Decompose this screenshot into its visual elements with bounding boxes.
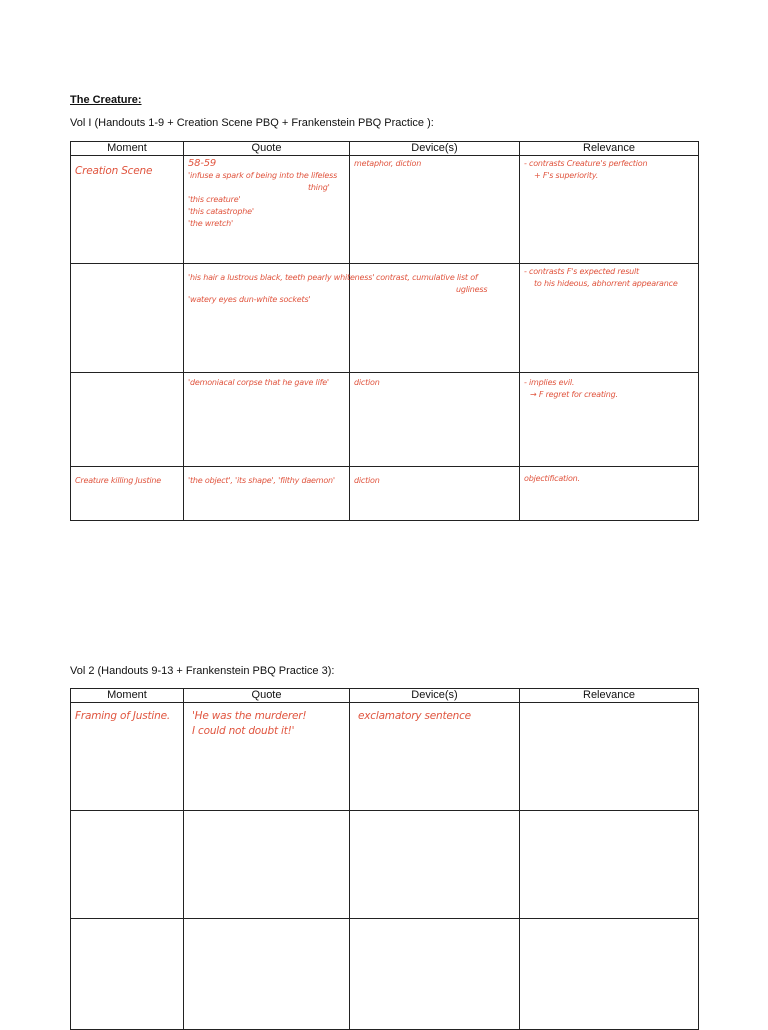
quote-text [184, 703, 349, 739]
device-line: contrast, cumulative list of [376, 273, 478, 282]
header-devices: Device(s) [350, 689, 520, 703]
moment-text [71, 264, 183, 266]
device-cell [350, 703, 520, 811]
device-cell [350, 156, 520, 264]
quote-line: 'demoniacal corpse that he gave life' [188, 378, 329, 387]
quote-cell [184, 156, 350, 264]
quote-line: 'the object', 'its shape', 'filthy daemon' [188, 476, 335, 485]
moment-cell [71, 373, 184, 467]
relevance-line: objectification. [524, 474, 580, 483]
device-text: diction [354, 378, 380, 387]
table-row [71, 467, 699, 521]
device-text: diction [354, 476, 380, 485]
device-text [350, 264, 519, 296]
quote-gap [188, 284, 345, 294]
moment-text: Creature killing Justine [75, 476, 162, 485]
device-cell [350, 373, 520, 467]
page-title: The Creature: [70, 94, 142, 106]
moment-text [71, 373, 183, 375]
quote-line: thing' [308, 183, 330, 192]
table-row [71, 373, 699, 467]
vol2-heading: Vol 2 (Handouts 9-13 + Frankenstein PBQ Practice 3): [70, 665, 335, 677]
quote-cell [184, 264, 375, 373]
table-row [71, 156, 699, 264]
header-relevance: Relevance [520, 142, 699, 156]
header-quote: Quote [184, 142, 350, 156]
quote-cell [184, 919, 350, 1030]
quote-line: 'this creature' [188, 195, 241, 204]
header-devices: Device(s) [350, 142, 520, 156]
device-cell [350, 467, 520, 521]
header-moment: Moment [71, 142, 184, 156]
relevance-line: to his hideous, abhorrent appearance [534, 279, 678, 288]
moment-cell [71, 703, 184, 811]
quote-line: I could not doubt it!' [192, 725, 295, 737]
moment-cell [71, 811, 184, 919]
moment-text: Framing of Justine. [75, 710, 170, 722]
relevance-text [520, 703, 698, 705]
quote-line: 'the wretch' [188, 219, 234, 228]
relevance-cell [520, 264, 699, 373]
device-text: metaphor, diction [354, 159, 422, 168]
table-row [71, 703, 699, 811]
header-quote: Quote [184, 689, 350, 703]
moment-cell [71, 919, 184, 1030]
moment-cell [71, 264, 184, 373]
header-relevance: Relevance [520, 689, 699, 703]
quote-text [184, 373, 349, 389]
relevance-line: - contrasts F's expected result [524, 267, 639, 276]
quote-line: 'infuse a spark of being into the lifeless [188, 171, 338, 180]
device-text: exclamatory sentence [358, 710, 471, 722]
moment-text: Creation Scene [75, 165, 153, 177]
relevance-cell [520, 919, 699, 1030]
relevance-cell [520, 703, 699, 811]
relevance-text [520, 264, 698, 290]
relevance-cell [520, 467, 699, 521]
quote-line: 'his hair a lustrous black, teeth pearly whiteness' [188, 273, 375, 282]
relevance-cell [520, 373, 699, 467]
table-row [71, 264, 699, 373]
relevance-text [520, 156, 698, 182]
quote-line: 'He was the murderer! [192, 710, 307, 722]
quote-cell [184, 373, 350, 467]
header-moment: Moment [71, 689, 184, 703]
table-row [71, 811, 699, 919]
quote-text [184, 467, 349, 487]
relevance-line: + F's superiority. [534, 171, 599, 180]
quote-line: 58-59 [188, 158, 217, 169]
quote-cell [184, 703, 350, 811]
table-header-row [71, 142, 699, 156]
device-cell [350, 264, 520, 373]
vol1-heading: Vol I (Handouts 1-9 + Creation Scene PBQ + Frankenstein PBQ Practice ): [70, 117, 434, 129]
relevance-line: - implies evil. [524, 378, 575, 387]
relevance-text [520, 373, 698, 401]
device-line: ugliness [456, 285, 488, 294]
moment-cell [71, 156, 184, 264]
vol2-table [70, 688, 699, 1030]
quote-line: 'watery eyes dun-white sockets' [188, 295, 311, 304]
table-header-row [71, 689, 699, 703]
table-row [71, 919, 699, 1030]
relevance-cell [520, 156, 699, 264]
quote-line: 'this catastrophe' [188, 207, 254, 216]
relevance-cell [520, 811, 699, 919]
moment-cell [71, 467, 184, 521]
device-cell [350, 811, 520, 919]
vol1-table [70, 141, 699, 521]
quote-cell [184, 467, 350, 521]
relevance-line: → F regret for creating. [530, 390, 618, 399]
device-cell [350, 919, 520, 1030]
quote-text [184, 264, 375, 306]
relevance-text [520, 467, 698, 485]
relevance-line: - contrasts Creature's perfection [524, 159, 648, 168]
quote-text [184, 156, 349, 230]
quote-cell [184, 811, 350, 919]
